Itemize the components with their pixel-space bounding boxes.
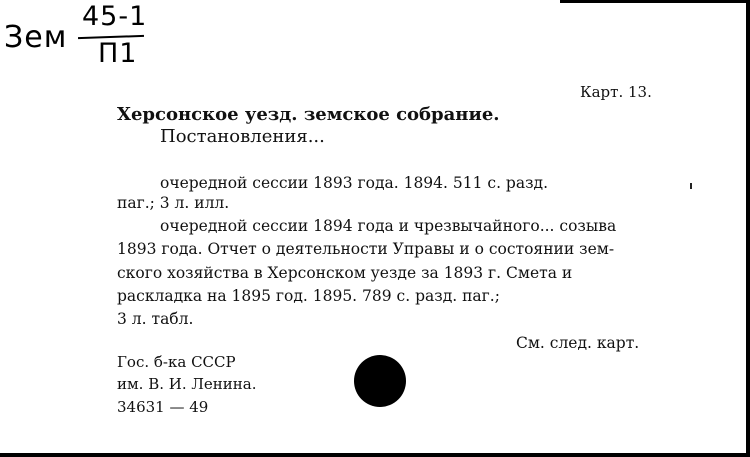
entry-2-line-5: 3 л. табл.	[117, 310, 194, 328]
punch-hole	[354, 355, 406, 407]
see-next-card: См. след. карт.	[516, 334, 640, 352]
card-edge-right	[746, 0, 750, 457]
entry-2-line-3: ского хозяйства в Херсонском уезде за 1893 г. Смета и	[117, 264, 573, 282]
entry-2-line-4: раскладка на 1895 год. 1895. 789 с. разд. паг.;	[117, 287, 500, 305]
handwritten-numerator: 45-1	[82, 1, 148, 32]
card-edge-top	[560, 0, 750, 3]
heading-subtitle: Постановления...	[160, 126, 325, 147]
heading-title: Херсонское уезд. земское собрание.	[117, 104, 500, 125]
margin-mark	[690, 183, 692, 189]
library-line-1: Гос. б-ка СССР	[117, 353, 236, 371]
library-line-3: 34631 — 49	[117, 398, 209, 416]
card-number: Карт. 13.	[580, 83, 652, 101]
card-edge-bottom	[0, 453, 750, 457]
entry-2-line-2: 1893 года. Отчет о деятельности Управы и о состоянии зем-	[117, 240, 615, 258]
handwritten-denominator: П1	[98, 38, 138, 69]
entry-1-line-2: паг.; 3 л. илл.	[117, 194, 230, 212]
entry-2-line-1: очередной сессии 1894 года и чрезвычайного... созыва	[160, 217, 617, 235]
library-line-2: им. В. И. Ленина.	[117, 375, 257, 393]
entry-1-line-1: очередной сессии 1893 года. 1894. 511 с. разд.	[160, 174, 549, 192]
handwritten-word: Зем	[4, 20, 68, 55]
